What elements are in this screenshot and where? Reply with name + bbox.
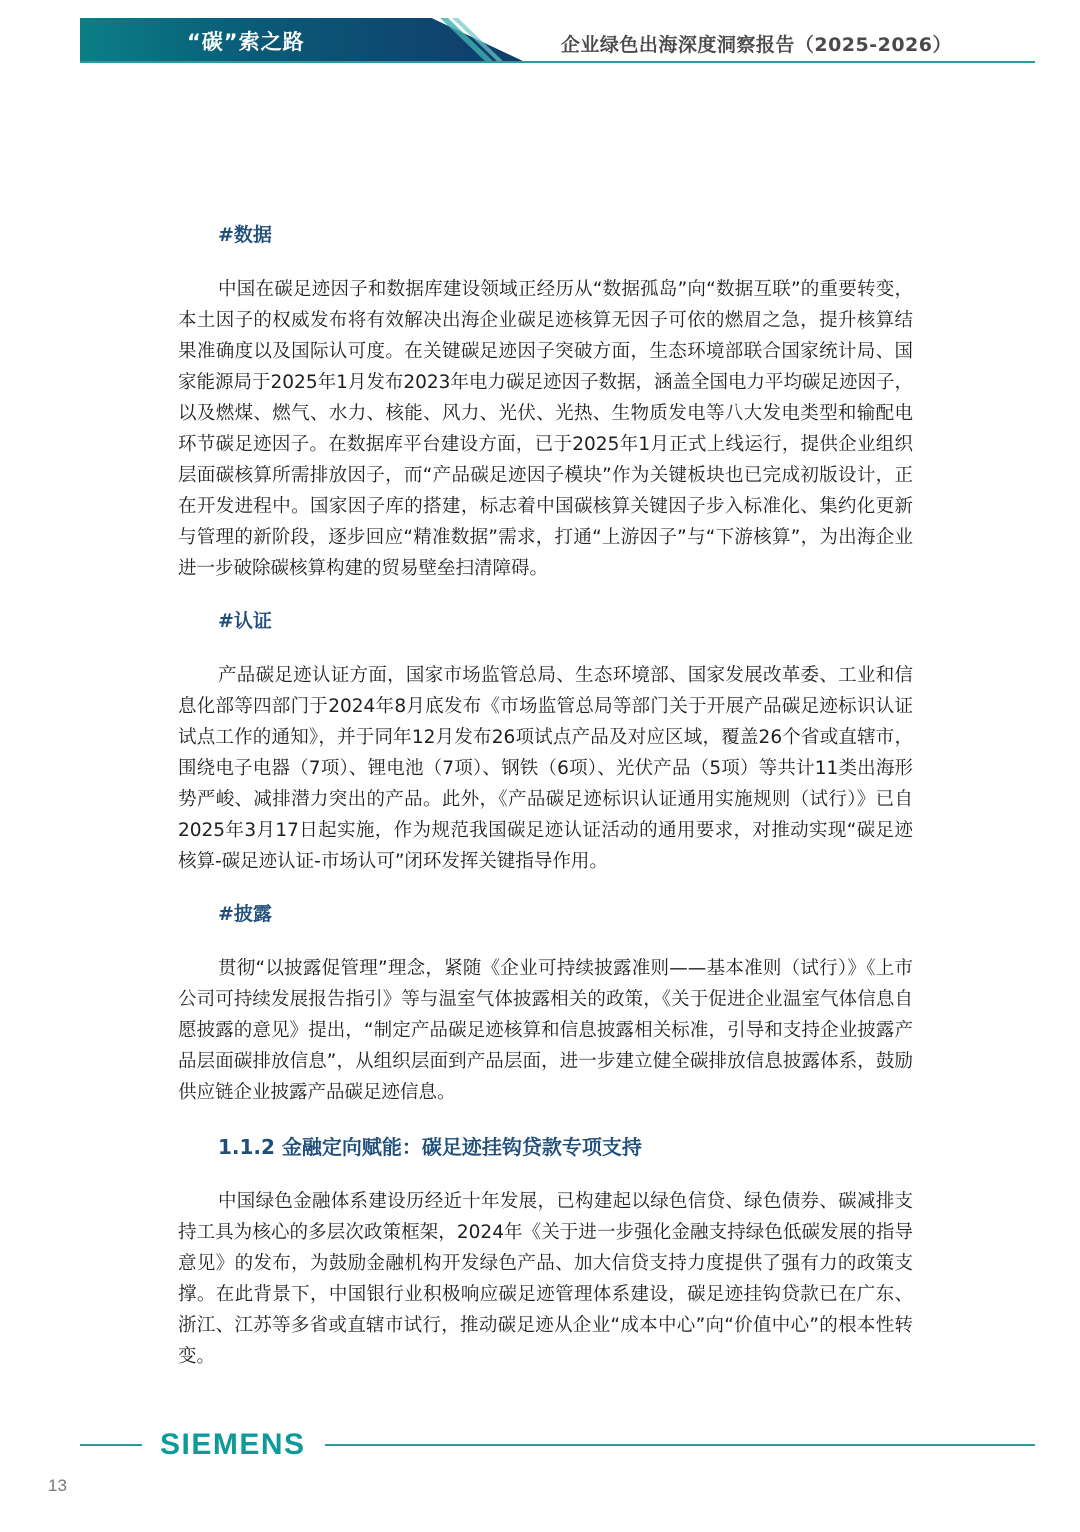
siemens-logo: SIEMENS [160,1428,306,1461]
section-heading-finance: 1.1.2 金融定向赋能：碳足迹挂钩贷款专项支持 [218,1135,642,1159]
main-content [178,220,913,1394]
report-title: 企业绿色出海深度洞察报告（2025-2026） [560,34,952,56]
header-banner-stripes [440,12,550,62]
paragraph-finance: 中国绿色金融体系建设历经近十年发展，已构建起以绿色信贷、绿色债券、碳减排支持工具为核心的多层次政策框架，2024年《关于进一步强化金融支持绿色低碳发展的指导意见》的发布，为鼓励金融机构开发绿色产品、加大信贷支持力度提供了强有力的政策支撑。在此背景下，中国银行业积极响应碳足迹管理体系建设，碳足迹挂钩贷款已在广东、浙江、江苏等多省或直辖市试行，推动碳足迹从企业“成本中心”向“价值中心”的根本性转变。 [178,1191,913,1367]
header-divider [80,61,1035,63]
paragraph-disclosure: 贯彻“以披露促管理”理念，紧随《企业可持续披露准则——基本准则（试行）》《上市公司可持续发展报告指引》等与温室气体披露相关的政策，《关于促进企业温室气体信息自愿披露的意见》提出，“制定产品碳足迹核算和信息披露相关标准，引导和支持企业披露产品层面碳排放信息”，从组织层面到产品层面，进一步建立健全碳排放信息披露体系，鼓励供应链企业披露产品碳足迹信息。 [178,958,913,1103]
page-header [0,0,1080,80]
footer-divider-right [325,1444,1035,1446]
footer-divider-left [80,1444,142,1446]
tag-certification: #认证 [218,610,272,632]
tag-disclosure: #披露 [218,903,272,925]
paragraph-data: 中国在碳足迹因子和数据库建设领域正经历从“数据孤岛”向“数据互联”的重要转变，本土因子的权威发布将有效解决出海企业碳足迹核算无因子可依的燃眉之急，提升核算结果准确度以及国际认可度。在关键碳足迹因子突破方面，生态环境部联合国家统计局、国家能源局于2025年1月发布2023年电力碳足迹因子数据，涵盖全国电力平均碳足迹因子，以及燃煤、燃气、水力、核能、风力、光伏、光热、生物质发电等八大发电类型和输配电环节碳足迹因子。在数据库平台建设方面，已于2025年1月正式上线运行，提供企业组织层面碳核算所需排放因子，而“产品碳足迹因子模块”作为关键板块也已完成初版设计，正在开发进程中。国家因子库的搭建，标志着中国碳核算关键因子步入标准化、集约化更新与管理的新阶段，逐步回应“精准数据”需求，打通“上游因子”与“下游核算”，为出海企业进一步破除碳核算构建的贸易壁垒扫清障碍。 [178,279,913,579]
page-number: 13 [48,1476,67,1495]
tag-data: #数据 [218,224,272,246]
paragraph-certification: 产品碳足迹认证方面，国家市场监管总局、生态环境部、国家发展改革委、工业和信息化部等四部门于2024年8月底发布《市场监管总局等部门关于开展产品碳足迹标识认证试点工作的通知》，并于同年12月发布26项试点产品及对应区域，覆盖26个省或直辖市，围绕电子电器（7项）、锂电池（7项）、钢铁（6项）、光伏产品（5项）等共计11类出海形势严峻、减排潜力突出的产品。此外，《产品碳足迹标识认证通用实施规则（试行）》已自2025年3月17日起实施，作为规范我国碳足迹认证活动的通用要求，对推动实现“碳足迹核算-碳足迹认证-市场认可”闭环发挥关键指导作用。 [178,665,913,872]
header-title: “碳”索之路 [187,30,305,54]
